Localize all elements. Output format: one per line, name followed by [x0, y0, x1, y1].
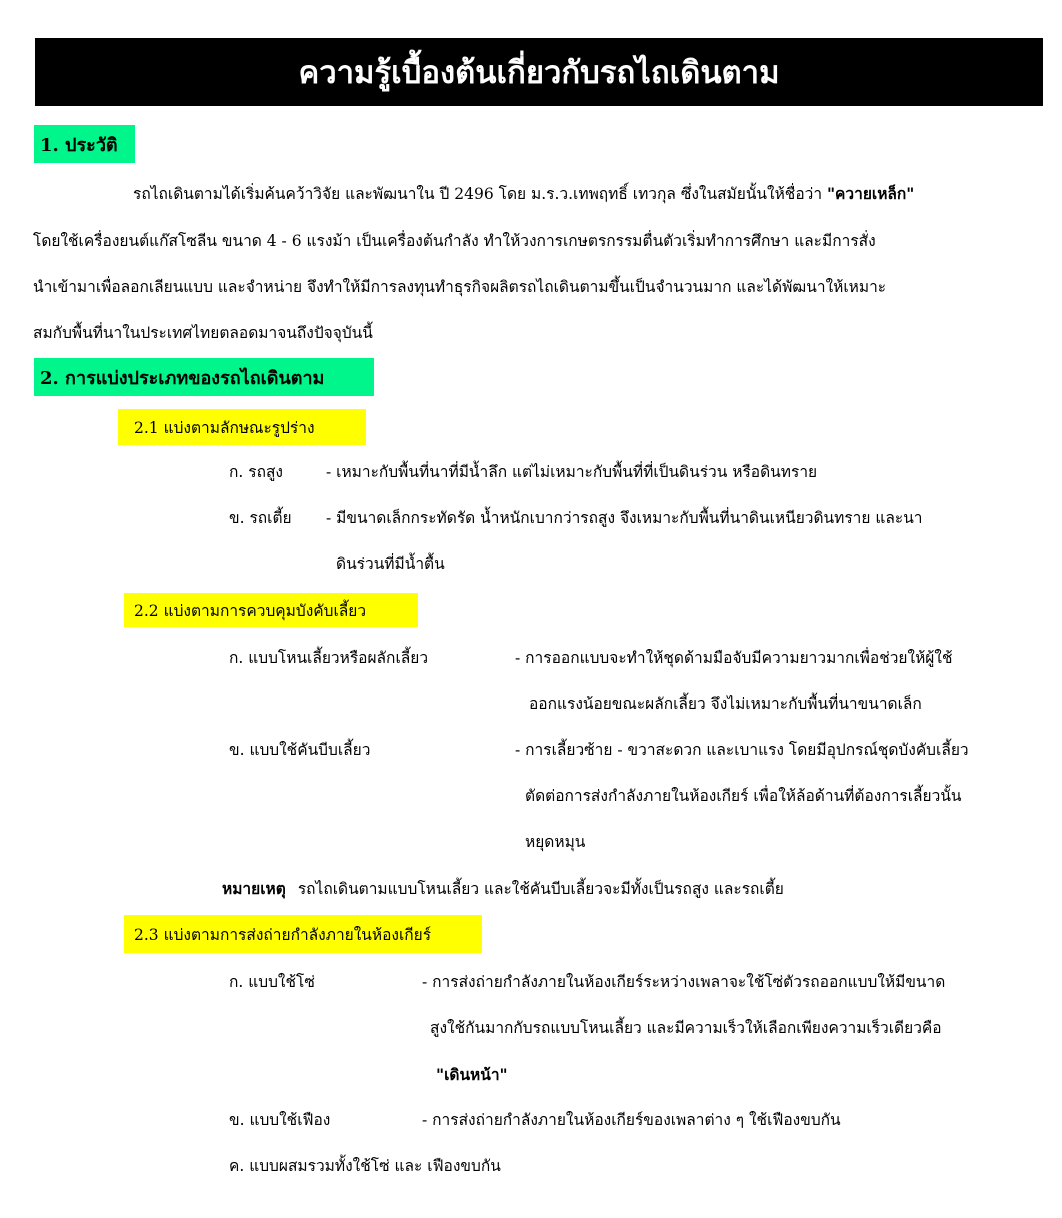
subsection-2-2-heading — [124, 593, 418, 627]
subsection-2-3-heading-text: 2.3 แบ่งตามการส่งถ่ายกำลังภายในห้องเกียร์ — [134, 925, 432, 944]
tall-tractor-desc: - เหมาะกับพื้นที่นาที่มีน้ำลึก แต่ไม่เหมาะกับพื้นที่ที่เป็นดินร่วน หรือดินทราย — [326, 463, 818, 481]
short-tractor-desc-1: - มีขนาดเล็กกระทัดรัด น้ำหนักเบากว่ารถสูง จึงเหมาะกับพื้นที่นาดินเหนียวดินทราย และนา — [326, 509, 923, 527]
subsection-2-1-heading — [118, 409, 366, 445]
chain-drive-desc-1: - การส่งถ่ายกำลังภายในห้องเกียร์ระหว่างเพลาจะใช้โซ่ตัวรถออกแบบให้มีขนาด — [422, 973, 946, 991]
gear-drive-label: ข. แบบใช้เฟือง — [229, 1111, 331, 1129]
chain-drive-desc-2: สูงใช้กันมากกับรถแบบโหนเลี้ยว และมีความเร็วให้เลือกเพียงความเร็วเดียวคือ — [430, 1019, 942, 1037]
chain-drive-label: ก. แบบใช้โซ่ — [229, 973, 315, 991]
lever-steer-desc-1: - การเลี้ยวซ้าย - ขวาสะดวก และเบาแรง โดยมีอุปกรณ์ชุดบังคับเลี้ยว — [515, 741, 969, 759]
short-tractor-label: ข. รถเตี้ย — [229, 509, 292, 527]
push-steer-desc-1: - การออกแบบจะทำให้ชุดด้ามมือจับมีความยาวมากเพื่อช่วยให้ผู้ใช้ — [515, 649, 953, 667]
gear-drive-desc: - การส่งถ่ายกำลังภายในห้องเกียร์ของเพลาต่าง ๆ ใช้เฟืองขบกัน — [422, 1111, 841, 1129]
note — [222, 881, 784, 898]
section-1-line-3: นำเข้ามาเพื่อลอกเลียนแบบ และจำหน่าย จึงทำให้มีการลงทุนทำธุรกิจผลิตรถไถเดินตามขึ้นเป็นจำนวนมาก และได้พัฒนาให้เหมาะ — [33, 278, 887, 296]
subsection-2-1-heading-text: 2.1 แบ่งตามลักษณะรูปร่าง — [134, 418, 315, 437]
section-1-nickname: "ควายเหล็ก" — [826, 184, 915, 203]
lever-steer-desc-2: ตัดต่อการส่งกำลังภายในห้องเกียร์ เพื่อให้ล้อด้านที่ต้องการเลี้ยวนั้น — [525, 787, 962, 805]
subsection-2-3-heading — [124, 915, 482, 953]
section-1-line-1-text: รถไถเดินตามได้เริ่มค้นคว้าวิจัย และพัฒนาใน ปี 2496 โดย ม.ร.ว.เทพฤทธิ์ เทวกุล ซึ่งในสมัยนั้นให้ชื่อว่า — [133, 185, 827, 203]
document-title-bar — [35, 38, 1043, 106]
section-1-line-1 — [133, 186, 914, 203]
note-label: หมายเหตุ — [222, 879, 286, 898]
chain-drive-desc-3: "เดินหน้า" — [436, 1065, 508, 1084]
note-text: รถไถเดินตามแบบโหนเลี้ยว และใช้คันบีบเลี้ยวจะมีทั้งเป็นรถสูง และรถเตี้ย — [297, 880, 784, 898]
section-1-line-4: สมกับพื้นที่นาในประเทศไทยตลอดมาจนถึงปัจจุบันนี้ — [33, 324, 373, 342]
section-1-heading — [34, 125, 135, 163]
section-2-heading — [34, 358, 374, 396]
push-steer-desc-2: ออกแรงน้อยขณะผลักเลี้ยว จึงไม่เหมาะกับพื้นที่นาขนาดเล็ก — [529, 695, 922, 713]
section-1-heading-text: 1. ประวัติ — [40, 134, 118, 156]
tall-tractor-label: ก. รถสูง — [229, 463, 283, 481]
section-1-line-2: โดยใช้เครื่องยนต์แก๊สโซลีน ขนาด 4 - 6 แรงม้า เป็นเครื่องต้นกำลัง ทำให้วงการเกษตรกรรมตื่นตัวเริ่มทำการศึกษา และมีการสั่ง — [33, 232, 876, 250]
section-2-heading-text: 2. การแบ่งประเภทของรถไถเดินตาม — [40, 367, 325, 389]
lever-steer-label: ข. แบบใช้คันบีบเลี้ยว — [229, 741, 371, 759]
subsection-2-2-heading-text: 2.2 แบ่งตามการควบคุมบังคับเลี้ยว — [134, 601, 367, 620]
lever-steer-desc-3: หยุดหมุน — [525, 833, 586, 851]
push-steer-label: ก. แบบโหนเลี้ยวหรือผลักเลี้ยว — [229, 649, 429, 667]
mixed-drive-label: ค. แบบผสมรวมทั้งใช้โซ่ และ เฟืองขบกัน — [229, 1157, 501, 1175]
document-title: ความรู้เบื้องต้นเกี่ยวกับรถไถเดินตาม — [298, 55, 780, 91]
short-tractor-desc-2: ดินร่วนที่มีน้ำตื้น — [336, 555, 445, 573]
